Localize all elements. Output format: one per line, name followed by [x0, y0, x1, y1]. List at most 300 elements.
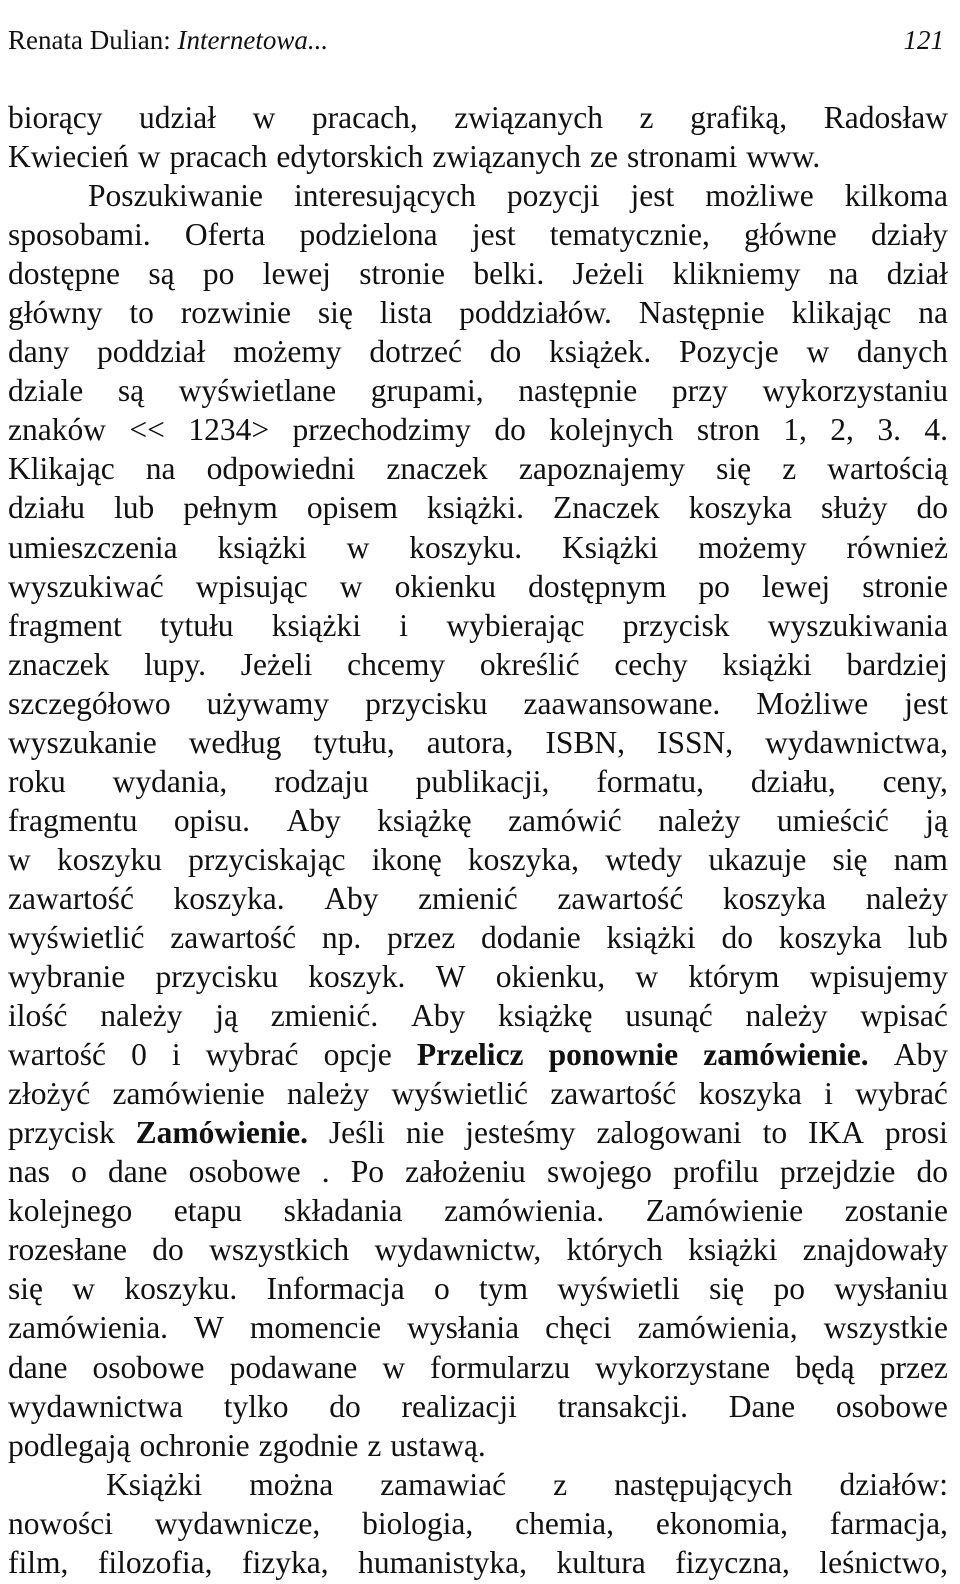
word: lewej — [761, 568, 831, 604]
word: do — [494, 412, 526, 448]
word: rozesłane — [8, 1232, 127, 1268]
word: wartość — [8, 1037, 106, 1073]
text-line — [8, 1191, 948, 1230]
word: w — [252, 100, 276, 135]
word: zamówienia, — [637, 1310, 798, 1346]
word: z — [367, 1427, 382, 1463]
word: lub — [114, 490, 155, 526]
word: przycisk — [622, 607, 730, 643]
word: opcje — [323, 1037, 392, 1073]
text-line — [8, 332, 948, 371]
word: działu — [8, 490, 85, 526]
word: formatu, — [596, 763, 704, 799]
word: 0 — [131, 1037, 147, 1073]
word: również — [846, 529, 948, 565]
word: do — [721, 919, 753, 955]
word: wyświetlić — [8, 919, 145, 955]
word: << — [129, 412, 165, 448]
word: wybrać — [855, 1076, 948, 1112]
text-line — [8, 879, 948, 918]
word: Dane — [728, 1388, 796, 1424]
text-line — [8, 293, 948, 332]
word: swojego — [546, 1154, 652, 1190]
word: szczegółowo — [8, 685, 171, 721]
word: o — [71, 1154, 87, 1190]
word: są — [148, 256, 175, 292]
word: działy — [870, 217, 948, 253]
word: wpisując — [195, 568, 308, 604]
word: kolejnego — [8, 1193, 133, 1229]
word: wpisać — [860, 998, 948, 1034]
word: ją — [215, 998, 238, 1034]
word: złożyć — [8, 1076, 91, 1112]
word: używamy — [206, 685, 330, 721]
word: wydawnictwa — [8, 1388, 183, 1424]
word: znaczek — [386, 451, 488, 487]
word: www. — [746, 139, 821, 175]
word: książkę — [377, 802, 472, 838]
word: . — [321, 1154, 330, 1190]
word: ukazuje — [708, 841, 807, 877]
word: i — [171, 1037, 181, 1073]
word: zalogowani — [596, 1115, 742, 1151]
word: Kwiecień — [8, 139, 129, 175]
word: należy — [865, 880, 948, 916]
word: książki — [606, 919, 696, 955]
word: opisem — [306, 490, 398, 526]
word: wyszukanie — [8, 724, 157, 760]
word: formularzu — [430, 1349, 571, 1385]
word: dział — [886, 256, 948, 292]
word: główne — [744, 217, 837, 253]
word: ekonomia, — [655, 1505, 788, 1541]
word: biologia, — [362, 1505, 474, 1541]
word: zawartość — [557, 880, 684, 916]
word: się — [832, 841, 868, 877]
word: koszyku. — [409, 529, 523, 565]
text-line — [8, 1269, 948, 1308]
word: możliwe — [705, 178, 814, 214]
word: wysłaniu — [834, 1271, 948, 1307]
word: w — [339, 568, 363, 604]
word: przycisku — [155, 959, 278, 995]
word: książkę — [498, 998, 593, 1034]
word: się — [8, 1271, 43, 1307]
word: wyświetlane — [178, 373, 337, 409]
word: stron — [696, 412, 760, 448]
word: biorący — [8, 100, 103, 135]
word: do — [152, 1232, 184, 1268]
text-line — [8, 606, 948, 645]
word: stronami — [626, 139, 738, 175]
word: będą — [795, 1349, 855, 1385]
word: dotrzeć — [369, 334, 463, 370]
word: przycisk — [8, 1115, 115, 1151]
word: Jeżeli — [240, 646, 313, 682]
word: kilkoma — [844, 178, 948, 214]
word: się — [709, 1271, 745, 1307]
word: książki — [722, 646, 812, 682]
word: pełnym — [183, 490, 278, 526]
text-line — [8, 215, 948, 254]
text-line — [8, 684, 948, 723]
word: Aby — [411, 998, 466, 1034]
word: to — [129, 295, 154, 331]
word: W — [435, 959, 466, 995]
word: zamówienia. — [8, 1310, 169, 1346]
word: Zamówienie. — [135, 1115, 308, 1151]
word: jest — [471, 217, 516, 253]
word: ikonę — [371, 841, 442, 877]
text-line — [8, 410, 948, 449]
word: zawartość — [8, 880, 134, 916]
word: z — [782, 451, 797, 487]
word: w — [137, 139, 161, 175]
word: następnie — [518, 373, 638, 409]
word: ilość — [8, 998, 68, 1034]
word: ze — [590, 139, 618, 175]
word: zamówić — [508, 802, 622, 838]
word: i — [399, 607, 409, 643]
word: służy — [820, 490, 888, 526]
word: autora, — [426, 724, 514, 760]
word: sposobami. — [8, 217, 151, 253]
word: w — [346, 529, 370, 565]
word: filozofia, — [97, 1544, 213, 1580]
word: książek. — [548, 334, 652, 370]
word: 1, — [783, 412, 807, 448]
word: koszyka — [688, 490, 792, 526]
word: to — [762, 1115, 788, 1151]
word: Jeżeli — [572, 256, 645, 292]
word: przyciskając — [188, 841, 346, 877]
word: koszyk. — [308, 959, 406, 995]
text-line — [8, 762, 948, 801]
word: 1234> — [188, 412, 270, 448]
word: lub — [907, 919, 948, 955]
word: przez — [387, 919, 456, 955]
text-line — [8, 254, 948, 293]
word: do — [489, 334, 522, 370]
word: znaczek — [8, 646, 110, 682]
word: roku — [8, 763, 66, 799]
word: podlegają — [8, 1427, 131, 1463]
word: okienku, — [495, 959, 606, 995]
word: IKA — [808, 1115, 864, 1151]
word: realizacji — [401, 1388, 517, 1424]
text-line — [8, 801, 948, 840]
word: usunąć — [625, 998, 713, 1034]
text-line — [8, 1348, 948, 1387]
word: wpisujemy — [809, 959, 948, 995]
word: kultura — [556, 1544, 646, 1580]
word: poddziałów. — [459, 295, 612, 331]
word: jest — [630, 178, 675, 214]
word: ISSN, — [657, 724, 734, 760]
word: wydawnictw, — [374, 1232, 542, 1268]
word: osobowe — [188, 1154, 301, 1190]
word: chemia, — [515, 1505, 614, 1541]
text-line — [8, 957, 948, 996]
word: koszyka — [778, 919, 882, 955]
word: koszyka — [698, 1076, 802, 1112]
word: Zamówienie — [645, 1193, 804, 1229]
word: stronie — [862, 568, 948, 604]
word: z — [553, 1466, 568, 1502]
word: są — [117, 373, 145, 409]
word: w — [8, 841, 31, 877]
text-line — [8, 996, 948, 1035]
word: edytorskich — [276, 139, 424, 175]
word: należy — [658, 802, 741, 838]
word: Aby — [893, 1037, 948, 1073]
word: udział — [139, 100, 217, 135]
word: przy — [671, 373, 728, 409]
word: fizyka, — [242, 1544, 329, 1580]
word: w — [382, 1349, 406, 1385]
word: przycisku — [365, 685, 488, 721]
word: film, — [8, 1544, 69, 1580]
word: możemy — [233, 334, 342, 370]
word: możemy — [698, 529, 807, 565]
word: określić — [479, 646, 580, 682]
word: okienku — [394, 568, 497, 604]
word: tematycznie, — [549, 217, 710, 253]
word: związanych — [432, 139, 581, 175]
word: dodanie — [480, 919, 581, 955]
word: książki — [217, 529, 307, 565]
word: nie — [405, 1115, 445, 1151]
word: koszyka. — [173, 880, 285, 916]
word: dane — [108, 1154, 168, 1190]
word: Po — [350, 1154, 384, 1190]
word: wybranie — [8, 959, 126, 995]
word: Możliwe — [756, 685, 869, 721]
word: w — [806, 334, 830, 370]
word: farmacja, — [829, 1505, 948, 1541]
word: się — [716, 451, 752, 487]
header-author: Renata Dulian: — [8, 25, 178, 55]
word: przez — [879, 1349, 948, 1385]
word: koszyka — [722, 880, 827, 916]
word: dostępnym — [528, 568, 667, 604]
word: ponownie — [548, 1037, 679, 1073]
word: następujących — [614, 1466, 793, 1502]
word: dane — [8, 1349, 68, 1385]
word: koszyku. — [124, 1271, 238, 1307]
word: Poszukiwanie — [88, 178, 263, 214]
word: stronie — [359, 256, 445, 292]
word: wydania, — [112, 763, 228, 799]
text-line — [8, 488, 948, 527]
word: rodzaju — [274, 763, 369, 799]
word: książki — [271, 607, 362, 643]
word: chęci — [545, 1310, 612, 1346]
word: momencie — [249, 1310, 382, 1346]
word: Następnie — [638, 295, 765, 331]
word: publikacji, — [415, 763, 550, 799]
word: profilu — [673, 1154, 759, 1190]
text-line — [8, 176, 948, 215]
word: transakcji. — [557, 1388, 688, 1424]
word: działów: — [839, 1466, 948, 1502]
word: tym — [479, 1271, 529, 1307]
text-line — [8, 1113, 948, 1152]
word: cechy — [614, 646, 688, 682]
word: klikając — [791, 295, 892, 331]
word: 3. — [877, 412, 901, 448]
word: na — [828, 256, 859, 292]
header-author-title — [8, 22, 328, 58]
word: wysłania — [407, 1310, 520, 1346]
word: Pozycje — [679, 334, 779, 370]
word: grupami, — [370, 373, 484, 409]
word: ją — [925, 802, 948, 838]
word: ceny, — [882, 763, 948, 799]
word: podawane — [229, 1349, 358, 1385]
word: ISBN, — [545, 724, 626, 760]
word: wyświetlić — [391, 1076, 529, 1112]
word: wyszukiwania — [767, 607, 948, 643]
header-title: Internetowa... — [177, 25, 329, 55]
word: Książki — [106, 1466, 203, 1502]
word: pozycji — [506, 178, 600, 214]
text-line — [8, 567, 948, 606]
word: znaków — [8, 412, 106, 448]
word: leśnictwo, — [819, 1544, 948, 1580]
text-line — [8, 98, 948, 137]
word: do — [329, 1388, 361, 1424]
text-line — [8, 1035, 948, 1074]
word: umieścić — [776, 802, 889, 838]
word: danych — [856, 334, 948, 370]
word: nam — [893, 841, 948, 877]
word: Oferta — [184, 217, 266, 253]
word: wtedy — [605, 841, 683, 877]
word: z — [639, 100, 654, 135]
word: na — [145, 451, 176, 487]
text-line — [8, 528, 948, 567]
word: prosi — [884, 1115, 948, 1151]
word: wydawnicze, — [154, 1505, 321, 1541]
word: tylko — [223, 1388, 289, 1424]
word: którym — [688, 959, 780, 995]
word: jest — [904, 685, 948, 721]
text-line — [8, 840, 948, 879]
word: lista — [379, 295, 433, 331]
word: związanych — [454, 100, 603, 135]
word: do — [916, 490, 948, 526]
word: się — [317, 295, 353, 331]
word: zaawansowane. — [523, 685, 721, 721]
text-line — [8, 371, 948, 410]
text-line — [8, 1152, 948, 1191]
word: po — [698, 568, 730, 604]
word: koszyka, — [467, 841, 580, 877]
word: chcemy — [347, 646, 446, 682]
word: zapoznajemy — [518, 451, 686, 487]
word: zgodnie — [258, 1427, 359, 1463]
text-line — [8, 1308, 948, 1347]
text-line — [8, 1426, 948, 1465]
text-line — [8, 1465, 948, 1504]
text-line — [8, 449, 948, 488]
word: według — [188, 724, 282, 760]
word: do — [916, 1154, 948, 1190]
page-number: 121 — [903, 25, 944, 55]
word: znajdowały — [802, 1232, 948, 1268]
word: Jeśli — [328, 1115, 385, 1151]
word: działu, — [750, 763, 836, 799]
word: osobowe — [92, 1349, 205, 1385]
word: po — [773, 1271, 805, 1307]
word: W — [194, 1310, 224, 1346]
word: ochronie — [139, 1427, 250, 1463]
body-text — [8, 98, 948, 1582]
word: główny — [8, 295, 103, 331]
word: opisu. — [173, 802, 251, 838]
word: Znaczek — [553, 490, 660, 526]
word: belki. — [473, 256, 545, 292]
word: zamawiać — [380, 1466, 507, 1502]
word: należy — [745, 998, 828, 1034]
word: założeniu — [405, 1154, 526, 1190]
word: nas — [8, 1154, 50, 1190]
word: w — [635, 959, 659, 995]
word: jesteśmy — [465, 1115, 576, 1151]
word: można — [249, 1466, 334, 1502]
word: lupy. — [144, 646, 206, 682]
text-line — [8, 1387, 948, 1426]
word: bardziej — [846, 646, 948, 682]
word: umieszczenia — [8, 529, 178, 565]
word: przejdzie — [779, 1154, 896, 1190]
word: wykorzystane — [595, 1349, 771, 1385]
word: etapu — [173, 1193, 242, 1229]
text-line — [8, 1230, 948, 1269]
word: Aby — [324, 880, 379, 916]
word: lewej — [262, 256, 331, 292]
text-line — [8, 137, 948, 176]
word: fizyczna, — [675, 1544, 790, 1580]
word: kolejnych — [549, 412, 674, 448]
text-line — [8, 1074, 948, 1113]
word: Książki — [562, 529, 659, 565]
word: Informacja — [266, 1271, 405, 1307]
word: koszyku — [56, 841, 162, 877]
text-line — [8, 1543, 948, 1582]
word: dziale — [8, 373, 84, 409]
word: fragmentu — [8, 802, 138, 838]
text-line — [8, 1504, 948, 1543]
word: wyszukiwać — [8, 568, 164, 604]
word: 2, — [830, 412, 854, 448]
word: książki. — [426, 490, 524, 526]
word: Klikając — [8, 451, 115, 487]
word: wybrać — [205, 1037, 299, 1073]
text-line — [8, 723, 948, 762]
word: wszystkich — [209, 1232, 350, 1268]
word: ustawą. — [390, 1427, 486, 1463]
word: dany — [8, 334, 70, 370]
word: tytułu, — [313, 724, 395, 760]
word: zmienić. — [270, 998, 379, 1034]
word: podzielona — [299, 217, 438, 253]
word: wszystkie — [823, 1310, 948, 1346]
word: pracach — [169, 139, 268, 175]
word: wyświetli — [557, 1271, 680, 1307]
word: pracach, — [311, 100, 418, 135]
